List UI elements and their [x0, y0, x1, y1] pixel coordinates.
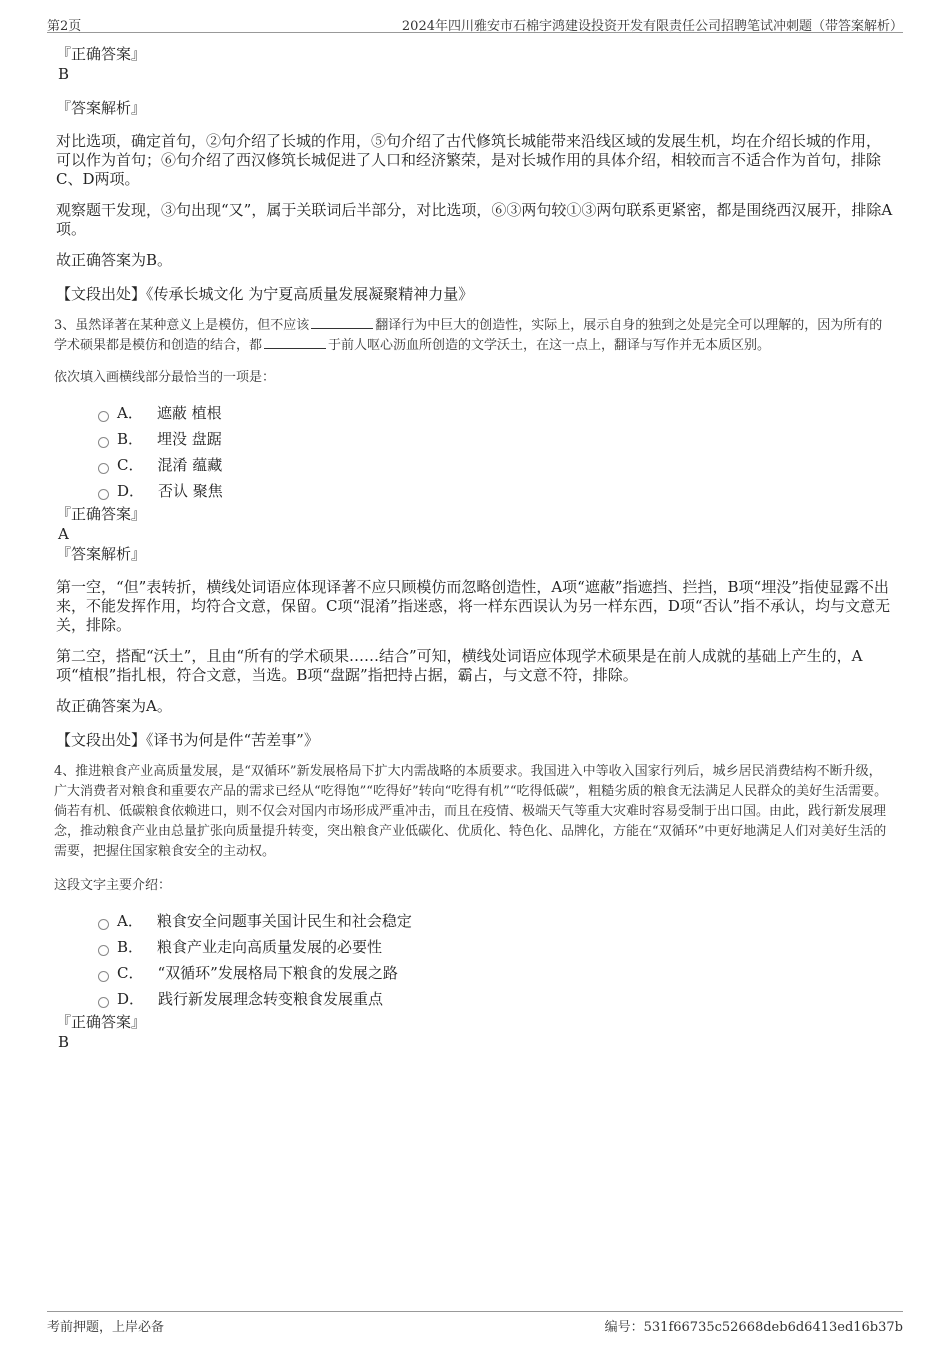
correct-answer: B — [58, 1033, 70, 1051]
correct-answer: B — [58, 65, 70, 83]
option-c[interactable]: C． 混淆 蕴藏 — [98, 452, 894, 478]
question-4-text: 4、推进粮食产业高质量发展，是“双循环”新发展格局下扩大内需战略的本质要求。我国进入中等收入国家行列后，城乡居民消费结构不断升级，广大消费者对粮食和重要农产品的需求已经从“吃得饱”“吃得好”转向“吃得有机”“吃得低碳”，粗糙劣质的粮食无法满足人民群众的美好生活需要。倘若有机、低碳粮食依赖进口，则不仅会对国内市场形成严重冲击，而且在疫情、极端天气等重大灾难时容易受制于出口国。由此，践行新发展理念，推动粮食产业由总量扩张向质量提升转变，突出粮食产业低碳化、优质化、特色化、品牌化，方能在“双循环”中更好地满足人们对美好生活的需要，把握住国家粮食安全的主动权。 — [54, 764, 888, 859]
radio-icon[interactable] — [98, 463, 109, 474]
analysis-paragraph: 第一空，“但”表转折，横线处词语应体现译著不应只顾模仿而忽略创造性，A项“遮蔽”指遮挡、拦挡，B项“埋没”指使显露不出来，不能发挥作用，均符合文意，保留。C项“混淆”指迷惑，将一样东西误认为另一样东西，D项“否认”指不承认，均与文意无关，排除。 — [56, 578, 891, 634]
analysis-paragraph: 故正确答案为A。 — [56, 697, 172, 715]
blank-line — [264, 336, 326, 349]
analysis-label: 『答案解析』 — [56, 545, 147, 563]
radio-icon[interactable] — [98, 919, 109, 930]
blank-line — [311, 316, 373, 329]
option-c[interactable]: C． “双循环”发展格局下粮食的发展之路 — [98, 960, 894, 986]
option-d[interactable]: D． 否认 聚焦 — [98, 478, 894, 504]
correct-answer-label: 『正确答案』 — [56, 1013, 147, 1031]
radio-icon[interactable] — [98, 437, 109, 448]
option-b[interactable]: B． 粮食产业走向高质量发展的必要性 — [98, 934, 894, 960]
analysis-paragraph: 故正确答案为B。 — [56, 251, 173, 269]
question-3-prompt: 依次填入画横线部分最恰当的一项是： — [54, 370, 276, 385]
option-a[interactable]: A． 粮食安全问题事关国计民生和社会稳定 — [98, 908, 894, 934]
analysis-paragraph: 观察题干发现，③句出现“又”，属于关联词后半部分，对比选项，⑥③两句较①③两句联系更紧密，都是围绕西汉展开，排除A项。 — [56, 201, 893, 238]
correct-answer-label: 『正确答案』 — [56, 45, 147, 63]
source-citation: 【文段出处】《译书为何是件“苦差事”》 — [56, 731, 319, 749]
question-4-options — [56, 908, 894, 1012]
correct-answer-label: 『正确答案』 — [56, 505, 147, 523]
correct-answer: A — [58, 525, 69, 543]
radio-icon[interactable] — [98, 945, 109, 956]
analysis-paragraph: 对比选项，确定首句，②句介绍了长城的作用，⑤句介绍了古代修筑长城能带来沿线区域的发展生机，均在介绍长城的作用，可以作为首句；⑥句介绍了西汉修筑长城促进了人口和经济繁荣，是对长城作用的具体介绍，相较而言不适合作为首句，排除C、D两项。 — [56, 132, 882, 188]
document-id: 编号：531f66735c52668deb6d6413ed16b37b — [604, 1320, 903, 1335]
footer-slogan: 考前押题，上岸必备 — [47, 1320, 165, 1335]
page-footer — [47, 1311, 903, 1336]
page-content — [56, 44, 894, 1052]
document-title: 2024年四川雅安市石棉宇鸿建设投资开发有限责任公司招聘笔试冲刺题（带答案解析） — [401, 19, 903, 34]
analysis-label: 『答案解析』 — [56, 99, 147, 117]
radio-icon[interactable] — [98, 411, 109, 422]
source-citation: 【文段出处】《传承长城文化 为宁夏高质量发展凝聚精神力量》 — [56, 285, 474, 303]
analysis-paragraph: 第二空，搭配“沃土”，且由“所有的学术硕果……结合”可知，横线处词语应体现学术硕果是在前人成就的基础上产生的，A项“植根”指扎根，符合文意，当选。B项“盘踞”指把持占据，霸占，与文意不符，排除。 — [56, 647, 863, 684]
page-header — [47, 14, 903, 33]
page-number: 第2页 — [47, 19, 82, 34]
radio-icon[interactable] — [98, 489, 109, 500]
option-b[interactable]: B． 埋没 盘踞 — [98, 426, 894, 452]
option-d[interactable]: D． 践行新发展理念转变粮食发展重点 — [98, 986, 894, 1012]
question-3-options — [56, 400, 894, 504]
question-4-prompt: 这段文字主要介绍： — [54, 878, 172, 893]
radio-icon[interactable] — [98, 971, 109, 982]
option-a[interactable]: A． 遮蔽 植根 — [98, 400, 894, 426]
radio-icon[interactable] — [98, 997, 109, 1008]
question-3-text: 3、虽然译著在某种意义上是模仿，但不应该 翻译行为中巨大的创造性，实际上，展示自身的独到之处是完全可以理解的，因为所有的学术硕果都是模仿和创造的结合，都 于前人呕心沥血所创造的文学沃土，在这一点上，翻译与写作并无本质区别。 — [54, 318, 883, 353]
